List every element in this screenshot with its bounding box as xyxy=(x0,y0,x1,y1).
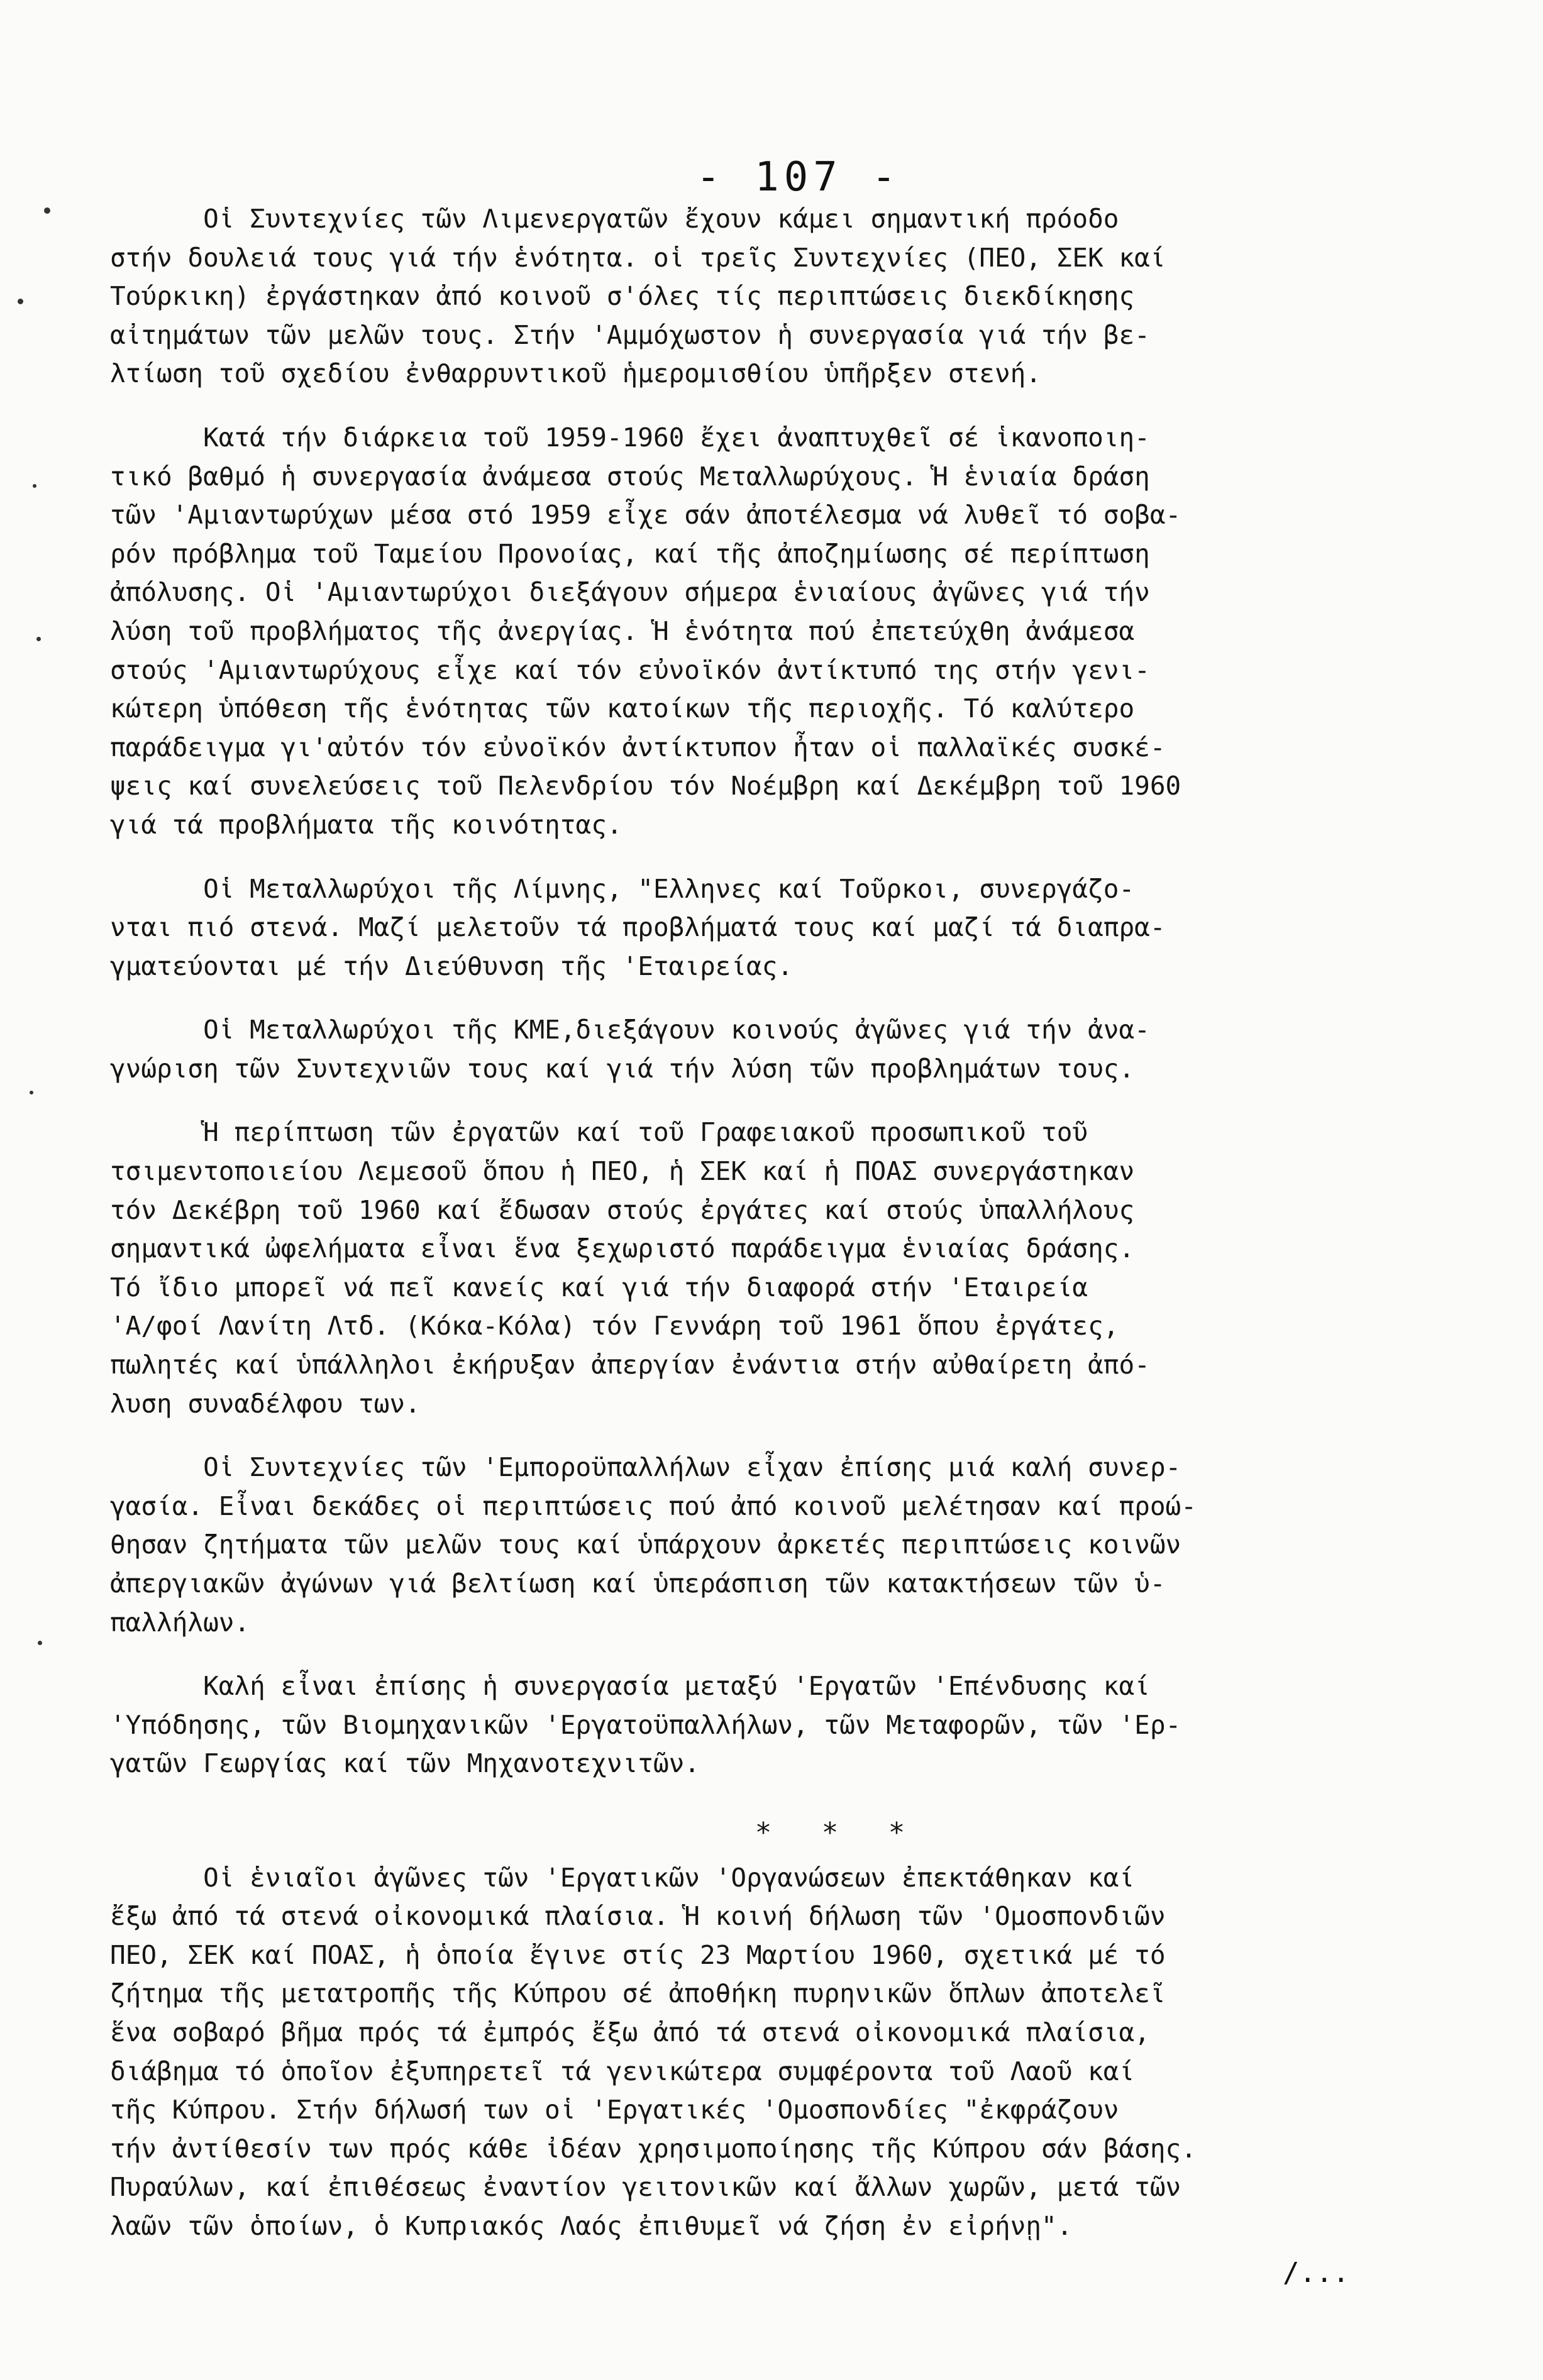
text-line: θησαν ζητήματα τῶν μελῶν τους καί ὑπάρχουν ἀρκετές περιπτώσεις κοινῶν xyxy=(110,1529,1181,1560)
text-line: ρόν πρόβλημα τοῦ Ταμείου Προνοίας, καί τῆς ἀποζημίωσης σέ περίπτωση xyxy=(110,538,1150,569)
paragraph-gap xyxy=(110,1088,1405,1113)
paragraphs-before-separator xyxy=(110,200,1405,1809)
paragraph-gap xyxy=(110,2246,1405,2271)
paragraph xyxy=(110,1011,1405,1088)
text-line: Κατά τήν διάρκεια τοῦ 1959-1960 ἔχει ἀναπτυχθεῖ σέ ἱκανοποιη- xyxy=(110,422,1150,453)
text-line: στούς 'Αμιαντωρύχους εἶχε καί τόν εὐνοϊκόν ἀντίκτυπό της στήν γενι- xyxy=(110,654,1150,685)
text-line: 'Α/φοί Λανίτη Λτδ. (Κόκα-Κόλα) τόν Γεννάρη τοῦ 1961 ὅπου ἐργάτες, xyxy=(110,1311,1119,1342)
paragraph-gap xyxy=(110,1423,1405,1448)
text-line: Οἱ Μεταλλωρύχοι τῆς ΚΜΕ,διεξάγουν κοινούς ἀγῶνες γιά τήν ἀνα- xyxy=(110,1015,1150,1045)
text-line: στήν δουλειά τους γιά τήν ἑνότητα. οἱ τρεῖς Συντεχνίες (ΠΕΟ, ΣΕΚ καί xyxy=(110,242,1166,273)
scan-speck xyxy=(38,1641,42,1645)
text-line: λύση τοῦ προβλήματος τῆς ἀνεργίας. Ἡ ἑνότητα πού ἐπετεύχθη ἀνάμεσα xyxy=(110,615,1135,646)
text-line: 'Υπόδησης, τῶν Βιομηχανικῶν 'Εργατοϋπαλλήλων, τῶν Μεταφορῶν, τῶν 'Ερ- xyxy=(110,1709,1181,1740)
text-line: ἔξω ἀπό τά στενά οἰκονομικά πλαίσια. Ἡ κοινή δήλωση τῶν 'Ομοσπονδιῶν xyxy=(110,1901,1166,1932)
paragraph xyxy=(110,419,1405,845)
text-line: γνώριση τῶν Συντεχνιῶν τους καί γιά τήν λύση τῶν προβλημάτων τους. xyxy=(110,1053,1135,1084)
page-number: - 107 - xyxy=(696,154,901,201)
paragraph xyxy=(110,1667,1405,1783)
text-line: Τό ἴδιο μπορεῖ νά πεῖ κανείς καί γιά τήν διαφορά στήν 'Εταιρεία xyxy=(110,1272,1088,1303)
text-line: λτίωση τοῦ σχεδίου ἐνθαρρυντικοῦ ἡμερομισθίου ὑπῆρξεν στενή. xyxy=(110,358,1042,389)
paragraph xyxy=(110,1113,1405,1423)
paragraph xyxy=(110,200,1405,394)
paragraphs-after-separator xyxy=(110,1859,1405,2271)
text-line: Οἱ Μεταλλωρύχοι τῆς Λίμνης, "Ελληνες καί Τοῦρκοι, συνεργάζο- xyxy=(110,873,1135,904)
paragraph xyxy=(110,870,1405,986)
text-line: ζήτημα τῆς μετατροπῆς τῆς Κύπρου σέ ἀποθήκη πυρηνικῶν ὅπλων ἀποτελεῖ xyxy=(110,1978,1166,2009)
scan-speck xyxy=(30,1091,33,1094)
paragraph-gap xyxy=(110,1642,1405,1667)
text-line: γιά τά προβλήματα τῆς κοινότητας. xyxy=(110,809,622,840)
paragraph-gap xyxy=(110,1783,1405,1809)
scan-speck xyxy=(18,299,23,304)
text-line: Ἡ περίπτωση τῶν ἐργατῶν καί τοῦ Γραφειακοῦ προσωπικοῦ τοῦ xyxy=(110,1117,1088,1148)
text-line: διάβημα τό ὁποῖον ἐξυπηρετεῖ τά γενικώτερα συμφέροντα τοῦ Λαοῦ καί xyxy=(110,2056,1135,2086)
scan-speck xyxy=(44,207,50,214)
text-line: τόν Δεκέβρη τοῦ 1960 καί ἔδωσαν στούς ἐργάτες καί στούς ὑπαλλήλους xyxy=(110,1194,1135,1225)
text-line: τικό βαθμό ἡ συνεργασία ἀνάμεσα στούς Μεταλλωρύχους. Ἡ ἑνιαία δράση xyxy=(110,461,1150,492)
paragraph-gap xyxy=(110,845,1405,870)
text-line: λαῶν τῶν ὁποίων, ὁ Κυπριακός Λαός ἐπιθυμεῖ νά ζήση ἐν εἰρήνῃ". xyxy=(110,2210,1073,2241)
text-line: ἕνα σοβαρό βῆμα πρός τά ἐμπρός ἔξω ἀπό τά στενά οἰκονομικά πλαίσια, xyxy=(110,2017,1150,2047)
text-line: ἀπεργιακῶν ἀγώνων γιά βελτίωση καί ὑπεράσπιση τῶν κατακτήσεων τῶν ὑ- xyxy=(110,1568,1166,1599)
text-line: λυση συναδέλφου των. xyxy=(110,1388,421,1419)
text-line: πωλητές καί ὑπάλληλοι ἐκήρυξαν ἀπεργίαν ἐνάντια στήν αὐθαίρετη ἀπό- xyxy=(110,1350,1150,1380)
text-line: Πυραύλων, καί ἐπιθέσεως ἐναντίον γειτονικῶν καί ἄλλων χωρῶν, μετά τῶν xyxy=(110,2172,1181,2203)
text-line: ΠΕΟ, ΣΕΚ καί ΠΟΑΣ, ἡ ὁποία ἔγινε στίς 23 Μαρτίου 1960, σχετικά μέ τό xyxy=(110,1939,1166,1970)
text-line: τσιμεντοποιείου Λεμεσοῦ ὅπου ἡ ΠΕΟ, ἡ ΣΕΚ καί ἡ ΠΟΑΣ συνεργάστηκαν xyxy=(110,1156,1135,1187)
text-line: Οἱ Συντεχνίες τῶν 'Εμποροϋπαλλήλων εἶχαν ἐπίσης μιά καλή συνερ- xyxy=(110,1452,1181,1483)
scan-speck xyxy=(33,484,36,488)
text-line: γατῶν Γεωργίας καί τῶν Μηχανοτεχνιτῶν. xyxy=(110,1748,700,1779)
text-line: Καλή εἶναι ἐπίσης ἡ συνεργασία μεταξύ 'Εργατῶν 'Επένδυσης καί xyxy=(110,1671,1150,1702)
paragraph xyxy=(110,1859,1405,2246)
text-line: παράδειγμα γι'αὐτόν τόν εὐνοϊκόν ἀντίκτυπον ἦταν οἱ παλλαϊκές συσκέ- xyxy=(110,732,1166,763)
text-line: αἰτημάτων τῶν μελῶν τους. Στήν 'Αμμόχωστον ἡ συνεργασία γιά τήν βε- xyxy=(110,319,1150,350)
text-line: κώτερη ὑπόθεση τῆς ἑνότητας τῶν κατοίκων τῆς περιοχῆς. Τό καλύτερο xyxy=(110,693,1135,724)
text-line: παλλήλων. xyxy=(110,1607,250,1638)
text-line: τήν ἀντίθεσίν των πρός κάθε ἰδέαν χρησιμοποίησης τῆς Κύπρου σάν βάσης. xyxy=(110,2133,1197,2164)
continuation-mark: /... xyxy=(1283,2257,1349,2289)
section-separator: * * * xyxy=(755,1816,905,1849)
text-line: σημαντικά ὠφελήματα εἶναι ἕνα ξεχωριστό παράδειγμα ἑνιαίας δράσης. xyxy=(110,1233,1135,1264)
text-line: τῶν 'Αμιαντωρύχων μέσα στό 1959 εἶχε σάν ἀποτέλεσμα νά λυθεῖ τό σοβα- xyxy=(110,500,1181,531)
text-line: Οἱ Συντεχνίες τῶν Λιμενεργατῶν ἔχουν κάμει σημαντική πρόοδο xyxy=(110,204,1119,234)
text-line: γασία. Εἶναι δεκάδες οἱ περιπτώσεις πού ἀπό κοινοῦ μελέτησαν καί προώ- xyxy=(110,1490,1197,1521)
paragraph-gap xyxy=(110,986,1405,1011)
text-line: ψεις καί συνελεύσεις τοῦ Πελενδρίου τόν Νοέμβρη καί Δεκέμβρη τοῦ 1960 xyxy=(110,771,1181,802)
text-line: Τούρκικη) ἐργάστηκαν ἀπό κοινοῦ σ'όλες τίς περιπτώσεις διεκδίκησης xyxy=(110,281,1135,312)
paragraph xyxy=(110,1448,1405,1642)
body-text xyxy=(110,200,1405,2271)
text-line: τῆς Κύπρου. Στήν δήλωσή των οἱ 'Εργατικές 'Ομοσπονδίες "ἐκφράζουν xyxy=(110,2095,1119,2125)
text-line: ἀπόλυσης. Οἱ 'Αμιαντωρύχοι διεξάγουν σήμερα ἑνιαίους ἀγῶνες γιά τήν xyxy=(110,577,1150,608)
scan-speck xyxy=(36,637,41,641)
text-line: γματεύονται μέ τήν Διεύθυνση τῆς 'Εταιρείας. xyxy=(110,950,794,981)
text-line: νται πιό στενά. Μαζί μελετοῦν τά προβλήματά τους καί μαζί τά διαπρα- xyxy=(110,912,1166,943)
text-line: Οἱ ἑνιαῖοι ἀγῶνες τῶν 'Εργατικῶν 'Οργανώσεων ἐπεκτάθηκαν καί xyxy=(110,1862,1135,1893)
paragraph-gap xyxy=(110,394,1405,419)
